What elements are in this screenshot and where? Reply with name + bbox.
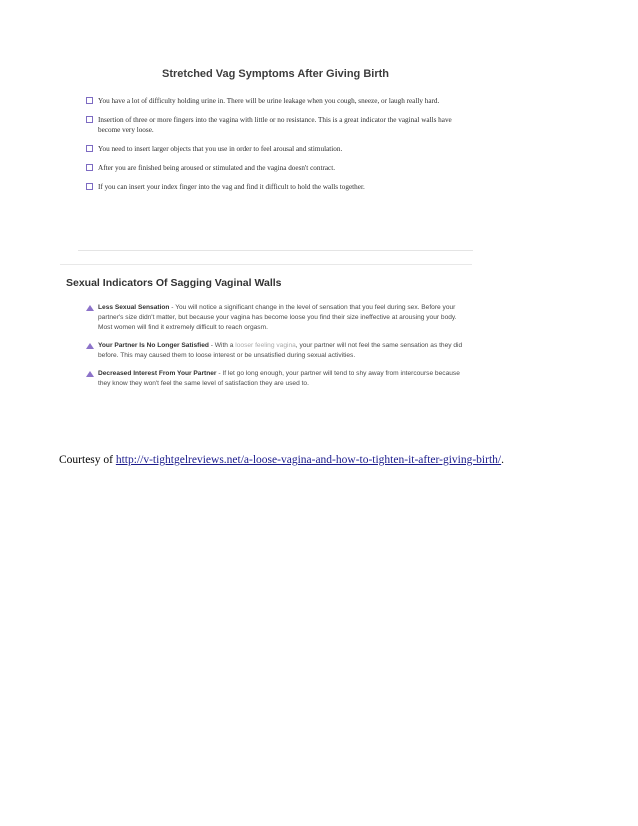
triangle-bullet-icon <box>86 305 94 311</box>
symptoms-panel <box>78 62 473 251</box>
checkbox-icon <box>86 116 93 123</box>
indicator-title: Decreased Interest From Your Partner <box>98 370 217 377</box>
indicator-item <box>86 369 468 389</box>
checkbox-icon <box>86 145 93 152</box>
symptoms-title: Stretched Vag Symptoms After Giving Birth <box>162 68 389 80</box>
indicators-panel <box>60 264 472 433</box>
symptom-item <box>86 182 466 192</box>
symptom-item <box>86 96 466 106</box>
checkbox-icon <box>86 164 93 171</box>
caption <box>59 454 504 466</box>
checkbox-icon <box>86 97 93 104</box>
symptom-text: You need to insert larger objects that you use in order to feel arousal and stimulation. <box>98 145 343 153</box>
triangle-bullet-icon <box>86 371 94 377</box>
triangle-bullet-icon <box>86 343 94 349</box>
indicators-title: Sexual Indicators Of Sagging Vaginal Walls <box>66 277 282 289</box>
indicator-text: - You will notice a significant change in the level of sensation that you feel during sex. Before your partner's size didn't matter, but because your vagina has become loose you find their size ineffective at arousing your body. Most women will find it extremely difficult to reach orgasm. <box>98 304 457 331</box>
indicator-title: Less Sexual Sensation <box>98 304 170 311</box>
indicator-title: Your Partner Is No Longer Satisfied <box>98 342 209 349</box>
symptom-item <box>86 163 466 173</box>
checkbox-icon <box>86 183 93 190</box>
symptom-item <box>86 115 466 135</box>
indicator-text: - If let go long enough, your partner will tend to shy away from intercourse because they know they won't feel the same level of satisfaction they are used to. <box>98 370 460 387</box>
indicator-text: - With a <box>208 342 236 349</box>
indicator-item <box>86 341 468 361</box>
symptoms-checklist <box>86 96 466 201</box>
caption-suffix: . <box>501 454 504 466</box>
symptom-text: After you are finished being aroused or stimulated and the vagina doesn't contract. <box>98 164 336 172</box>
source-link[interactable]: http://v-tightgelreviews.net/a-loose-vagina-and-how-to-tighten-it-after-giving-birth/ <box>115 454 502 466</box>
caption-prefix: Courtesy of <box>59 454 116 466</box>
symptom-text: You have a lot of difficulty holding urine in. There will be urine leakage when you cough, sneeze, or laugh really hard. <box>98 97 440 105</box>
symptom-text: If you can insert your index finger into the vag and find it difficult to hold the walls together. <box>98 183 365 191</box>
symptom-item <box>86 144 466 154</box>
indicator-text: , your partner will not feel the same sensation as they did before. This may caused them to loose interest or be unsatisfied during sexual activities. <box>98 342 463 359</box>
highlight-link-text: looser feeling vagina <box>235 342 296 349</box>
symptom-text: Insertion of three or more fingers into the vagina with little or no resistance. This is a great indicator the vaginal walls have become very loose. <box>98 116 452 134</box>
indicators-list <box>86 303 468 397</box>
indicator-item <box>86 303 468 333</box>
